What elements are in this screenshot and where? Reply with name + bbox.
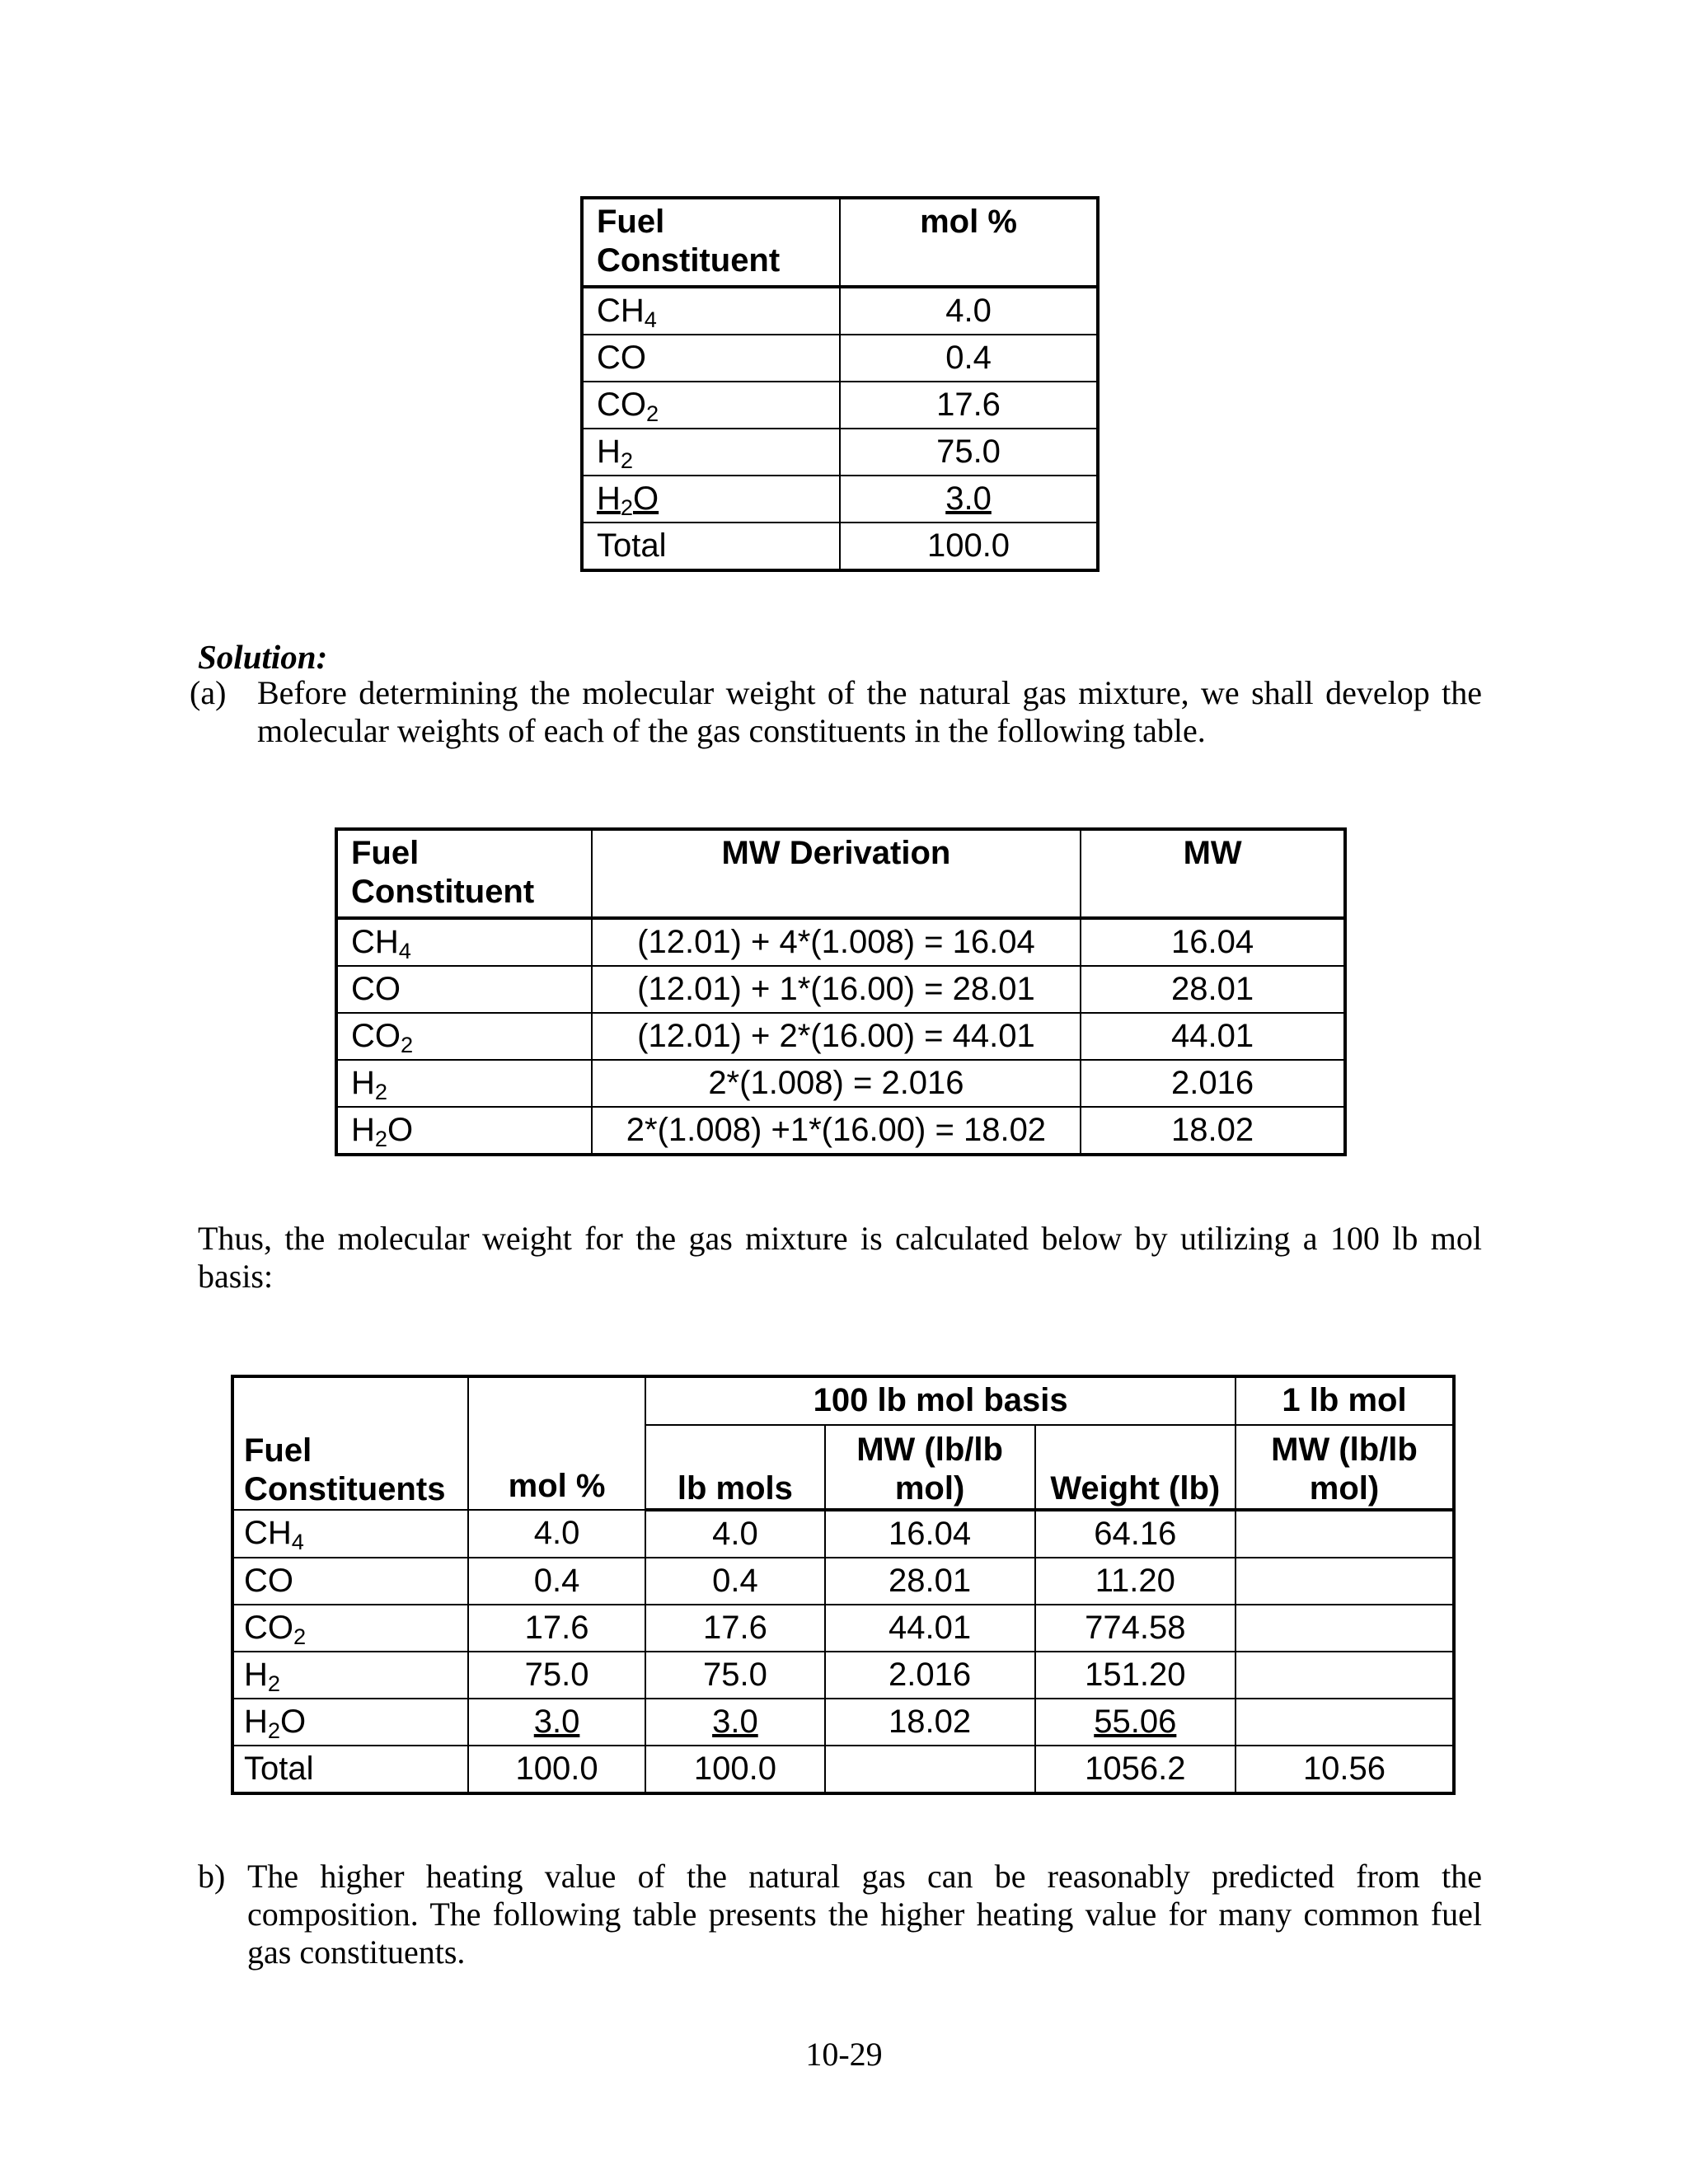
table-row [232, 1699, 1454, 1746]
paragraph-thus: Thus, the molecular weight for the gas mixture is calculated below by utilizing a 100 lb mol basis: [198, 1220, 1482, 1295]
mw-1-lb-mol-cell [1236, 1652, 1454, 1699]
mw-cell: 16.04 [825, 1510, 1035, 1558]
table-row [336, 918, 1345, 966]
table-row [336, 1060, 1345, 1107]
header-mw: MW [1081, 829, 1345, 918]
lb-mols-cell: 17.6 [645, 1605, 824, 1652]
paragraph-b-label: b) [198, 1858, 226, 1895]
constituent-cell: $H_2O$ [582, 476, 840, 523]
mol-percent-cell: 0.4 [468, 1558, 645, 1605]
mw-cell: 28.01 [1081, 966, 1345, 1013]
mw-1-lb-mol-cell [1236, 1510, 1454, 1558]
weight-cell: 55.06 [1035, 1699, 1236, 1746]
weight-cell: 64.16 [1035, 1510, 1236, 1558]
constituent-cell: $CH_4$ [232, 1510, 468, 1558]
constituent-cell: $H_2O$ [336, 1107, 592, 1155]
total-row [582, 523, 1098, 570]
mol-percent-cell: 75.0 [840, 429, 1098, 476]
total-lb-mols: 100.0 [645, 1746, 824, 1793]
constituent-cell: $CH_4$ [336, 918, 592, 966]
lb-mols-cell: 4.0 [645, 1510, 824, 1558]
paragraph-a-label: (a) [190, 674, 227, 711]
constituent-cell: $CO_2$ [336, 1013, 592, 1060]
solution-heading: Solution: [198, 638, 328, 676]
constituent-cell: CO [582, 335, 840, 382]
table-row [232, 1605, 1454, 1652]
mol-percent-cell: 4.0 [468, 1510, 645, 1558]
constituent-cell: $CH_4$ [582, 287, 840, 335]
table-row [336, 966, 1345, 1013]
constituent-cell: $H_2$ [336, 1060, 592, 1107]
lb-mols-cell: 0.4 [645, 1558, 824, 1605]
table-row [336, 1107, 1345, 1155]
total-mw-1-lb-mol: 10.56 [1236, 1746, 1454, 1793]
header-mw-derivation: MW Derivation [592, 829, 1081, 918]
constituent-cell: CO [336, 966, 592, 1013]
mol-percent-cell: 3.0 [468, 1699, 645, 1746]
weight-cell: 774.58 [1035, 1605, 1236, 1652]
total-mol-percent: 100.0 [468, 1746, 645, 1793]
mw-cell: 18.02 [1081, 1107, 1345, 1155]
table-header-row [582, 198, 1098, 287]
mw-derivation-table [335, 827, 1347, 1156]
header-lb-mols: lb mols [645, 1425, 824, 1510]
mw-1-lb-mol-cell [1236, 1605, 1454, 1652]
mol-percent-cell: 0.4 [840, 335, 1098, 382]
table-row [582, 429, 1098, 476]
header-mol-percent: mol % [840, 198, 1098, 287]
group-header-1-lb-mol: 1 lb mol [1236, 1376, 1454, 1425]
table-header-row [336, 829, 1345, 918]
mw-1-lb-mol-cell [1236, 1699, 1454, 1746]
constituent-cell: $CO_2$ [232, 1605, 468, 1652]
table-row [582, 287, 1098, 335]
total-row [232, 1746, 1454, 1793]
mw-cell: 16.04 [1081, 918, 1345, 966]
constituent-cell: $CO_2$ [582, 382, 840, 429]
derivation-cell: (12.01) + 2*(16.00) = 44.01 [592, 1013, 1081, 1060]
total-mw-empty [825, 1746, 1035, 1793]
total-label: Total [582, 523, 840, 570]
constituent-cell: $H_2$ [232, 1652, 468, 1699]
mol-percent-cell: 17.6 [840, 382, 1098, 429]
derivation-cell: (12.01) + 1*(16.00) = 28.01 [592, 966, 1081, 1013]
mw-cell: 28.01 [825, 1558, 1035, 1605]
mw-1-lb-mol-cell [1236, 1558, 1454, 1605]
total-label: Total [232, 1746, 468, 1793]
lb-mols-cell: 75.0 [645, 1652, 824, 1699]
constituent-cell: CO [232, 1558, 468, 1605]
lb-mols-cell: 3.0 [645, 1699, 824, 1746]
weight-cell: 151.20 [1035, 1652, 1236, 1699]
derivation-cell: 2*(1.008) = 2.016 [592, 1060, 1081, 1107]
table-row [582, 382, 1098, 429]
constituent-cell: $H_2$ [582, 429, 840, 476]
mol-percent-cell: 3.0 [840, 476, 1098, 523]
mol-percent-cell: 75.0 [468, 1652, 645, 1699]
header-weight: Weight (lb) [1035, 1425, 1236, 1510]
table-row [232, 1652, 1454, 1699]
header-mol-percent: mol % [468, 1376, 645, 1510]
mw-cell: 44.01 [825, 1605, 1035, 1652]
constituent-cell: $H_2O$ [232, 1699, 468, 1746]
derivation-cell: (12.01) + 4*(1.008) = 16.04 [592, 918, 1081, 966]
header-fuel-constituents: Fuel Constituents [232, 1376, 468, 1510]
mw-cell: 44.01 [1081, 1013, 1345, 1060]
mol-percent-cell: 17.6 [468, 1605, 645, 1652]
mixture-mw-table [231, 1375, 1456, 1795]
mw-cell: 18.02 [825, 1699, 1035, 1746]
table-row [582, 335, 1098, 382]
table-row [232, 1510, 1454, 1558]
paragraph-a-text: Before determining the molecular weight of the natural gas mixture, we shall develop the molecular weights of each of the gas constituents in the following table. [257, 674, 1482, 749]
header-mw: MW (lb/lb mol) [825, 1425, 1035, 1510]
table-row [232, 1558, 1454, 1605]
page-number: 10-29 [805, 2036, 883, 2073]
total-value: 100.0 [840, 523, 1098, 570]
header-mw-1-lb-mol: MW (lb/lb mol) [1236, 1425, 1454, 1510]
header-fuel-constituent: Fuel Constituent [336, 829, 592, 918]
group-header-100-lb-mol-basis: 100 lb mol basis [645, 1376, 1236, 1425]
fuel-composition-table [580, 196, 1100, 572]
paragraph-b [198, 1858, 1482, 1971]
table-row [336, 1013, 1345, 1060]
paragraph-a [190, 674, 1482, 750]
mw-cell: 2.016 [1081, 1060, 1345, 1107]
total-weight: 1056.2 [1035, 1746, 1236, 1793]
group-header-row [232, 1376, 1454, 1425]
derivation-cell: 2*(1.008) +1*(16.00) = 18.02 [592, 1107, 1081, 1155]
mol-percent-cell: 4.0 [840, 287, 1098, 335]
table-row [582, 476, 1098, 523]
paragraph-b-text: The higher heating value of the natural gas can be reasonably predicted from the composition. The following table presents the higher heating value for many common fuel gas constituents. [247, 1858, 1482, 1971]
header-fuel-constituent: Fuel Constituent [582, 198, 840, 287]
mw-cell: 2.016 [825, 1652, 1035, 1699]
weight-cell: 11.20 [1035, 1558, 1236, 1605]
